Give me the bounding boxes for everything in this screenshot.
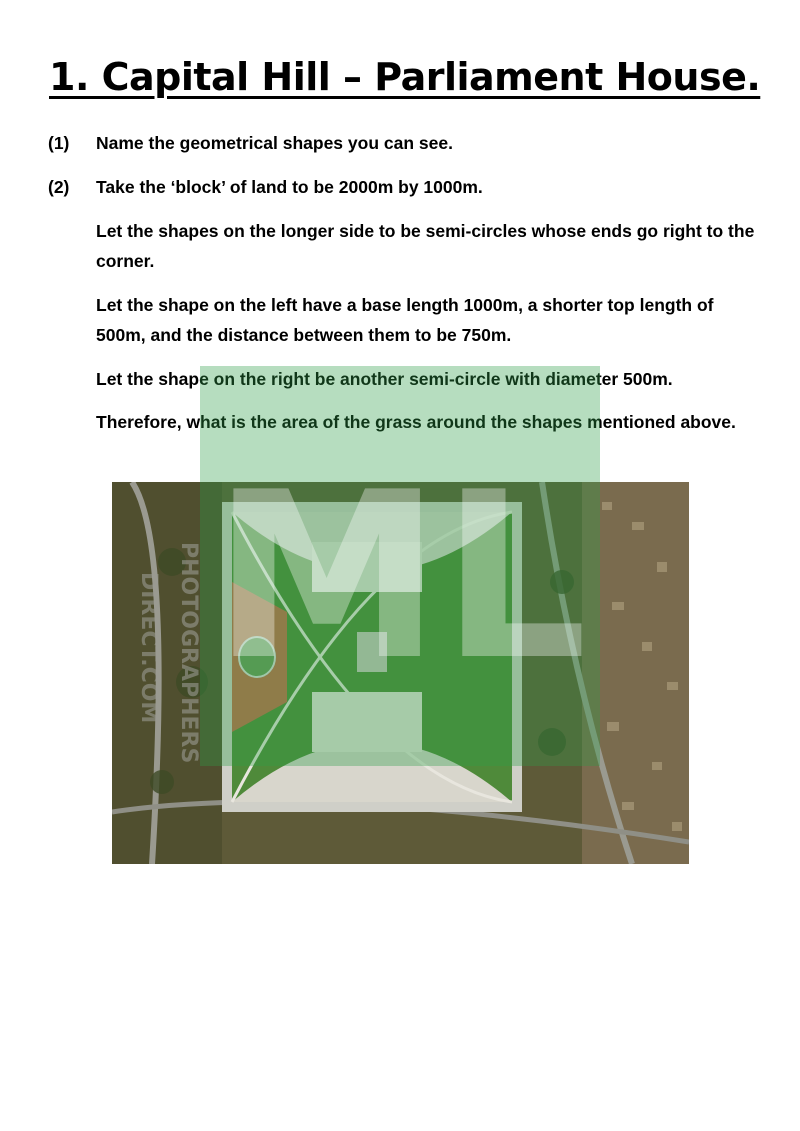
question-text: Name the geometrical shapes you can see.	[96, 133, 453, 153]
aerial-photo	[112, 482, 689, 864]
question-text: Take the ‘block’ of land to be 2000m by 1000m.	[96, 177, 483, 197]
paragraph-right-semicircle: Let the shape on the right be another semi-circle with diameter 500m.	[96, 369, 673, 389]
question-1	[48, 128, 748, 158]
page-title: 1. Capital Hill – Parliament House.	[49, 55, 761, 99]
watermark-line-1: PHOTOGRAPHERS	[176, 542, 201, 764]
question-number: (1)	[48, 133, 70, 153]
paragraph-question: Therefore, what is the area of the grass around the shapes mentioned above.	[96, 412, 736, 432]
watermark-line-2: DIRECT.COM	[136, 572, 161, 724]
paragraph-semicircles: Let the shapes on the longer side to be semi-circles whose ends go right to the corner.	[96, 221, 755, 271]
paragraph-trapezium: Let the shape on the left have a base length 1000m, a shorter top length of 500m, and the distance between them to be 750m.	[96, 295, 714, 345]
watermark-text: ML	[212, 444, 588, 711]
question-2	[48, 172, 748, 202]
question-number: (2)	[48, 177, 70, 197]
